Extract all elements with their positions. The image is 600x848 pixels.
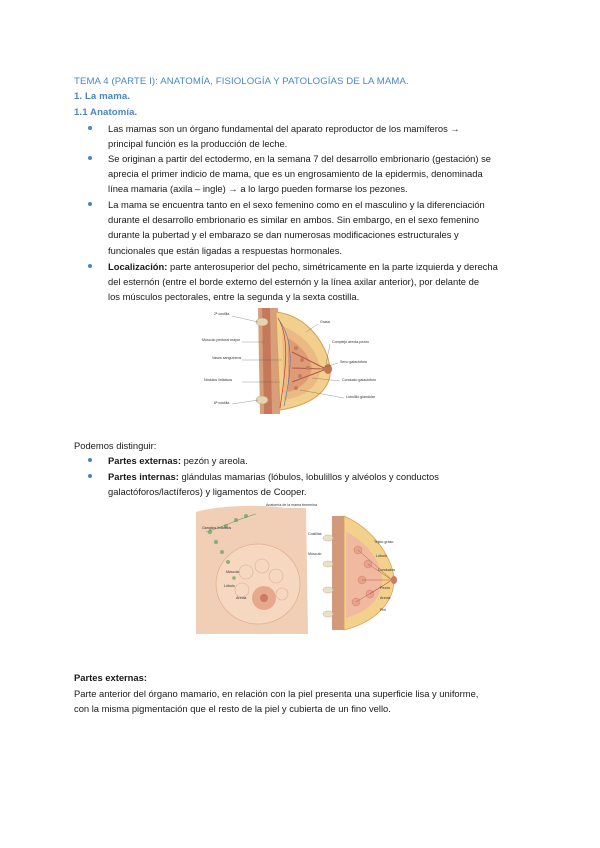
figure-label: Grasa	[320, 320, 330, 324]
bullet-dot-icon	[88, 458, 92, 462]
breast-anatomy-illustration	[196, 502, 408, 634]
figure-label: Lobulillo glandular	[346, 395, 375, 399]
bullet-text: Se originan a partir del ectodermo, en la semana 7 del desarrollo embrionario (gestación) se aprecia el primer indicio de mama, que es un engrosamiento de la epidermis, denominada línea mamaria (axila – ingle) → a lo largo pueden formarse los pezones.	[108, 153, 492, 195]
breast-cross-section-figure	[200, 308, 400, 414]
bullet-dot-icon	[88, 126, 92, 130]
figure-label: Conductos	[378, 568, 396, 572]
figure-label: Costillas	[308, 532, 322, 536]
breast-anatomy-figure	[196, 502, 408, 634]
figure-label: Nódulos linfáticos	[204, 378, 233, 382]
bullet-dot-icon	[88, 202, 92, 206]
bullet-label: Partes externas:	[108, 455, 181, 466]
figure-title: Anatomía de la mama femenina	[266, 503, 317, 507]
bullet-label: Partes internas:	[108, 471, 179, 482]
paragraph-final: Parte anterior del órgano mamario, en relación con la piel presenta una superficie lisa y uniforme, con la misma pigmentación que el resto de la piel y cubierta de un fino vello.	[74, 688, 479, 715]
figure-label: Músculo	[308, 552, 322, 556]
document-title: TEMA 4 (PARTE I): ANATOMÍA, FISIOLOGÍA Y PATOLOGÍAS DE LA MAMA.	[74, 76, 409, 87]
intro-text: Podemos distinguir:	[74, 440, 157, 451]
bullet-dot-icon	[88, 264, 92, 268]
figure-label: Seno galactóforo	[340, 360, 368, 364]
figure-label: Músculo pectoral mayor	[202, 338, 241, 342]
bullet-dot-icon	[88, 474, 92, 478]
figure-label: Conducto galactóforo	[342, 378, 377, 382]
bullet-text: La mama se encuentra tanto en el sexo femenino como en el masculino y la diferenciación durante el desarrollo embrionario es similar en ambos. Sin embargo, en el sexo femenino durante la pubertad y el embarazo se dan numerosas modificaciones estructurales y funcionales que están ligadas a respuestas hormonales.	[108, 199, 485, 256]
section-heading-1-1: 1.1 Anatomía.	[74, 107, 138, 118]
figure-label: Lóbulo	[376, 554, 387, 558]
figure-label: Ganglios linfáticos	[202, 526, 232, 530]
bullet-dot-icon	[88, 156, 92, 160]
bullet-text: Partes externas: pezón y areola.	[108, 455, 248, 466]
figure-label: Vasos sanguíneos	[212, 356, 242, 360]
section-heading-1: 1. La mama.	[74, 91, 131, 102]
bullet-text: Partes internas: glándulas mamarias (lóbulos, lobulillos y alvéolos y conductos galactóforos/lactíferos) y ligamentos de Cooper.	[108, 471, 439, 498]
figure-label: 6ª costilla	[214, 401, 230, 405]
figure-label: 2ª costilla	[214, 312, 230, 316]
figure-label: Areola	[380, 596, 391, 600]
bullet-label: Localización:	[108, 261, 168, 272]
bullet-text: Localización: parte anterosuperior del pecho, simétricamente en la parte izquierda y derecha del esternón (entre el borde externo del esternón y la línea axilar anterior), por delante de los músculos pectorales, entre la segunda y la sexta costilla.	[108, 261, 498, 303]
figure-label: Pezón	[380, 586, 391, 590]
bullet-text: Las mamas son un órgano fundamental del aparato reproductor de los mamíferos → principal función es la producción de leche.	[108, 123, 460, 150]
figure-label: Lóbulo	[224, 584, 235, 588]
figure-label: Músculo	[226, 570, 240, 574]
figure-label: Piel	[380, 608, 386, 612]
figure-label: Complejo areola-pezón	[332, 340, 370, 344]
figure-label: Areola	[236, 596, 247, 600]
section-heading-external: Partes externas:	[74, 672, 147, 683]
figure-label: Tejido graso	[374, 540, 394, 544]
